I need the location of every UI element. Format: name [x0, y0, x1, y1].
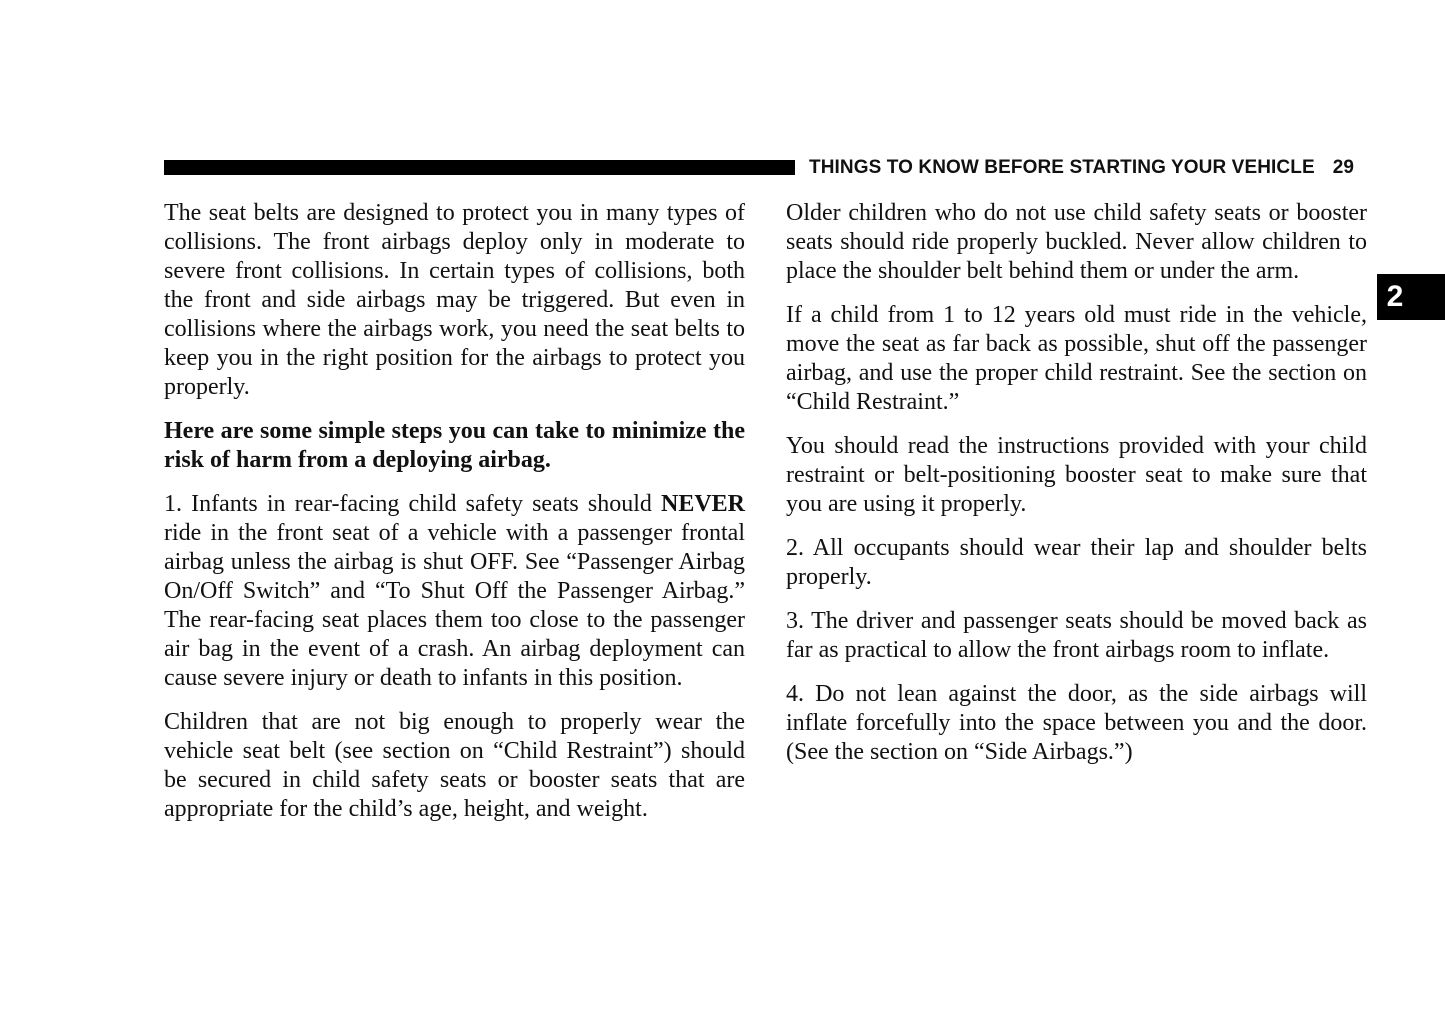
left-column — [164, 199, 745, 839]
text: 1. Infants in rear-facing child safety seats should — [164, 491, 661, 517]
page-number: 29 — [1332, 157, 1355, 178]
emphasis: NEVER — [660, 491, 745, 517]
text: ride in the front seat of a vehicle with a passenger frontal airbag unless the airbag is shut OFF. See “Passenger Airbag On/Off Switch” and “To Shut Off the Passenger Airbag.” The rear-facing seat places them too close to the passenger air bag in the event of a crash. An airbag deployment can cause severe injury or death to infants in this position. — [164, 520, 745, 691]
list-item-4: 4. Do not lean against the door, as the side airbags will inflate forcefully into the space between you and the door. (See the section on “Side Airbags.”) — [786, 681, 1367, 765]
right-column — [786, 199, 1367, 782]
list-item-1 — [164, 490, 745, 693]
paragraph: Older children who do not use child safety seats or booster seats should ride properly buckled. Never allow children to place the shoulder belt behind them or under the arm. — [786, 200, 1367, 284]
header-rule — [164, 160, 795, 175]
paragraph: Children that are not big enough to properly wear the vehicle seat belt (see section on “Child Restraint”) should be secured in child safety seats or booster seats that are appropriate for the child’s age, height, and weight. — [164, 709, 745, 822]
paragraph: The seat belts are designed to protect you in many types of collisions. The front airbags deploy only in moderate to severe front collisions. In certain types of collisions, both the front and side airbags may be triggered. But even in collisions where the airbags work, you need the seat belts to keep you in the right position for the airbags to protect you properly. — [164, 200, 745, 400]
running-header — [809, 157, 1354, 179]
paragraph: If a child from 1 to 12 years old must ride in the vehicle, move the seat as far back as possible, shut off the passenger airbag, and use the proper child restraint. See the section on “Child Restraint.” — [786, 302, 1367, 415]
list-item-3: 3. The driver and passenger seats should be moved back as far as practical to allow the front airbags room to inflate. — [786, 608, 1367, 663]
header-title: THINGS TO KNOW BEFORE STARTING YOUR VEHICLE — [809, 157, 1315, 178]
section-tab: 2 — [1377, 274, 1445, 320]
paragraph: You should read the instructions provided with your child restraint or belt-positioning booster seat to make sure that you are using it properly. — [786, 433, 1367, 517]
list-item-2: 2. All occupants should wear their lap and shoulder belts properly. — [786, 535, 1367, 590]
bold-intro: Here are some simple steps you can take to minimize the risk of harm from a deploying airbag. — [164, 418, 745, 473]
